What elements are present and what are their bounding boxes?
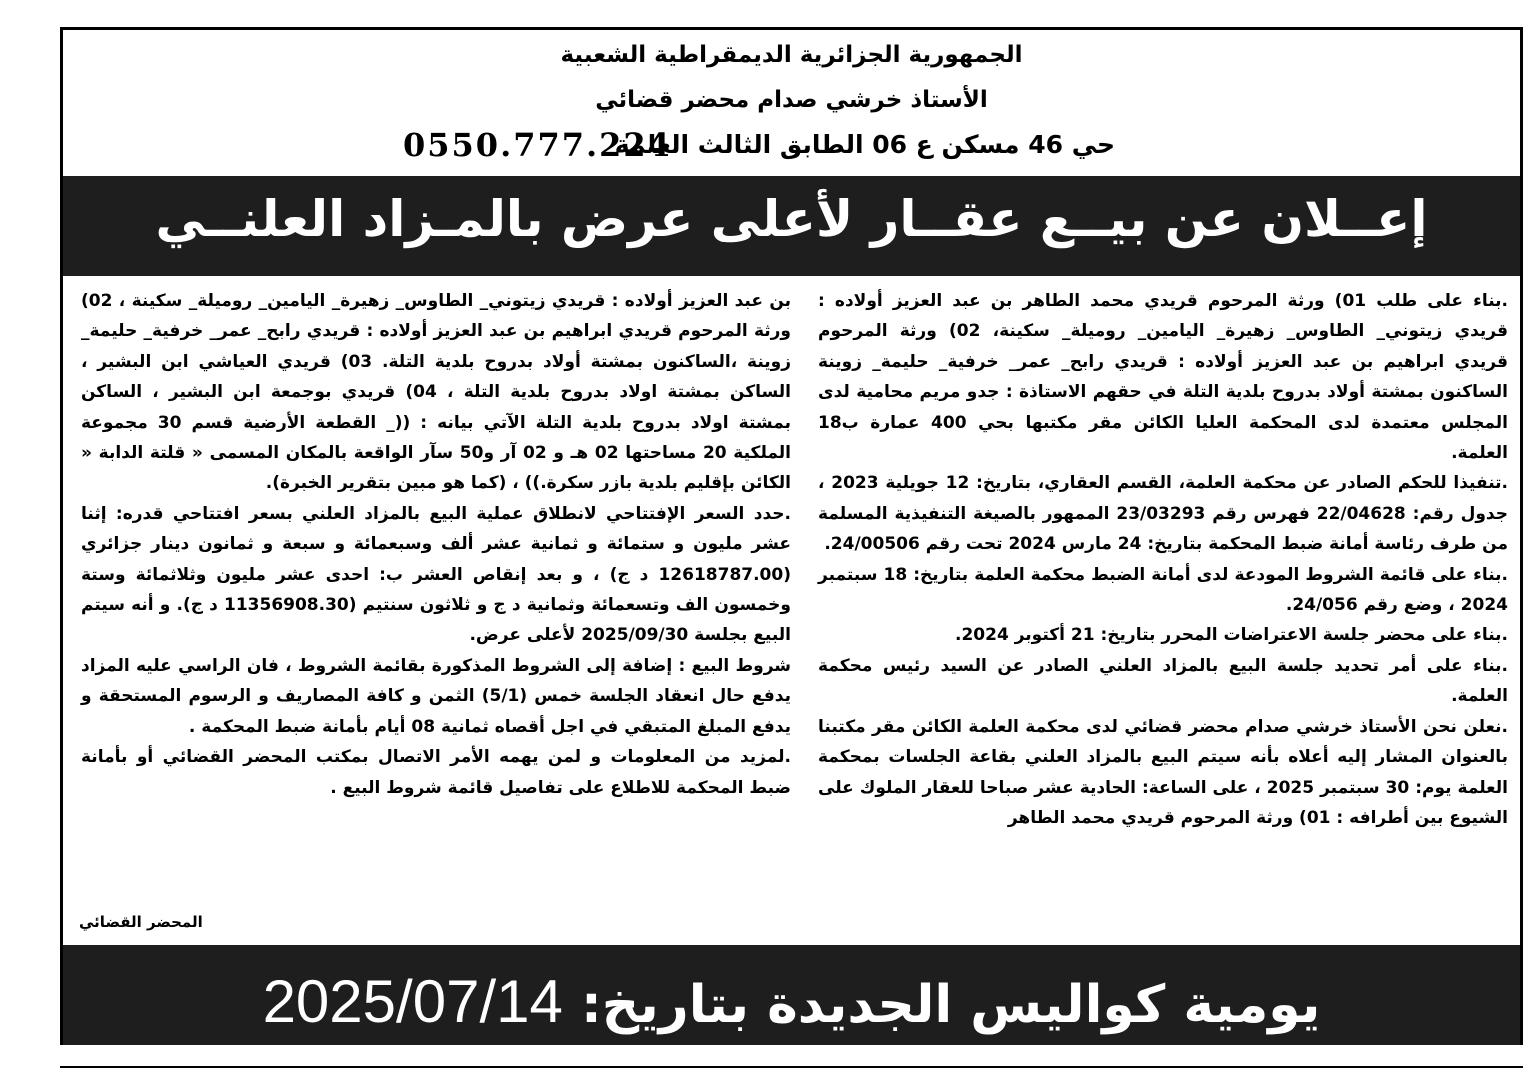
- announcement-frame: [60, 27, 1523, 1045]
- title-banner: [63, 176, 1520, 276]
- paragraph: .بناء على قائمة الشروط المودعة لدى أمانة الضبط محكمة العلمة بتاريخ: 18 سبتمبر 2024 ، وضع رقم 24/056.: [818, 564, 1508, 616]
- publication-date: 2025/07/14: [262, 968, 563, 1035]
- republic-name: الجمهورية الجزائرية الديمقراطية الشعبية: [560, 42, 1023, 68]
- paragraph: شروط البيع : إضافة إلى الشروط المذكورة بقائمة الشروط ، فان الراسي عليه المزاد يدفع حال انعقاد الجلسة خمس (5/1) الثمن و كافة المصاريف و الرسوم المستحقة و يدفع المبلغ المتبقي في اجل أقصاه ثمانية 08 أيام بأمانة ضبط المحكمة .: [81, 655, 791, 737]
- paragraph: .تنفيذا للحكم الصادر عن محكمة العلمة، القسم العقاري، بتاريخ: 12 جويلية 2023 ، جدول رقم: 22/04628 فهرس رقم 23/03293 الممهور بالصيغة التنفيذية المسلمة من طرف رئاسة أمانة ضبط المحكمة بتاريخ: 24 مارس 2024 تحت رقم 24/00506.: [818, 473, 1508, 555]
- paragraph: بن عبد العزيز أولاده : قريدي زيتوني_ الطاوس_ زهيرة_ اليامين_ روميلة_ سكينة ، 02) ورثة المرحوم قريدي ابراهيم بن عبد العزيز أولاده : قريدي رابح_ عمر_ خرفية_ حليمة_ زوينة ،الساكنون بمشتة أولاد بدروح بلدية التلة. 03) قريدي العياشي ابن البشير ، الساكن بمشتة اولاد بدروح بلدية التلة ، 04) قريدي بوجمعة ابن البشير ، الساكن بمشتة اولاد بدروح بلدية التلة الآتي بيانه : ((_ القطعة الأرضية قسم 30 مجموعة الملكية 20 مساحتها 02 هـ و 02 آر و50 سآر الواقعة بالمكان المسمى « قلتة الدابة « الكائن بإقليم بلدية بازر سكرة.)) ، (كما هو مبين بتقرير الخبرة).: [81, 291, 791, 494]
- bottom-divider: [60, 1066, 1523, 1068]
- announcement-header: [63, 30, 1520, 176]
- left-text-column: [81, 286, 791, 803]
- paragraph: .نعلن نحن الأستاذ خرشي صدام محضر قضائي لدى محكمة العلمة الكائن مقر مكتبنا بالعنوان المشار إليه أعلاه بأنه سيتم البيع بالمزاد العلني بقاعة الجلسات بمحكمة العلمة يوم: 30 سبتمبر 2025 ، على الساعة: الحادية عشر صباحا للعقار الملوك على الشيوع بين أطرافه : 01) ورثة المرحوم قريدي محمد الطاهر: [818, 716, 1508, 828]
- paragraph: .بناء على طلب 01) ورثة المرحوم قريدي محمد الطاهر بن عبد العزيز أولاده : قريدي زيتوني_ الطاوس_ زهيرة_ اليامين_ روميلة_ سكينة، 02) ورثة المرحوم قريدي ابراهيم بن عبد العزيز أولاده : قريدي رابح_ عمر_ خرفية_ حليمة_ زوينة الساكنون بمشتة أولاد بدروح بلدية التلة في حقهم الاستاذة : جدو مريم محامية لدى المجلس معتمدة لدى المحكمة العليا الكائن مقر مكتبها بحي 400 عمارة ب18 العلمة.: [818, 291, 1509, 464]
- office-address: حي 46 مسكن ع 06 الطابق الثالث العلمة: [614, 130, 1115, 159]
- announcement-title: إعــلان عن بيــع عقــار لأعلى عرض بالمـزاد العلنــي: [155, 190, 1428, 248]
- paragraph: .بناء على محضر جلسة الاعتراضات المحرر بتاريخ: 21 أكتوبر 2024.: [955, 625, 1508, 646]
- bailiff-name: الأستاذ خرشي صدام محضر قضائي: [595, 87, 988, 113]
- paragraph: .لمزيد من المعلومات و لمن يهمه الأمر الاتصال بمكتب المحضر القضائي أو بأمانة ضبط المحكمة للاطلاع على تفاصيل قائمة شروط البيع .: [81, 747, 791, 798]
- bailiff-signature: المحضر القضائي: [79, 913, 203, 931]
- publication-line: [63, 967, 1520, 1036]
- footer-banner: [63, 945, 1520, 1045]
- newspaper-label: يومية كواليس الجديدة بتاريخ:: [580, 975, 1321, 1035]
- paragraph: .بناء على أمر تحديد جلسة البيع بالمزاد العلني الصادر عن السيد رئيس محكمة العلمة.: [818, 655, 1508, 707]
- paragraph: .حدد السعر الإفتتاحي لانطلاق عملية البيع بالمزاد العلني بسعر افتتاحي قدره: إثنا عشر مليون و ستمائة و ثمانية عشر ألف وسبعمائة و سبعة و ثمانون دينار جزائري (12618787.00 د ج) ، و بعد إنقاص العشر ب: احدى عشر مليون وثلاثمائة وستة وخمسون الف وتسعمائة وثمانية د ج و ثلاثون سنتيم (11356908.30 د ج). و أنه سيتم البيع بجلسة 2025/09/30 لأعلى عرض.: [81, 503, 791, 646]
- phone-number: 0550.777.224: [403, 126, 672, 164]
- right-text-column: [818, 286, 1508, 833]
